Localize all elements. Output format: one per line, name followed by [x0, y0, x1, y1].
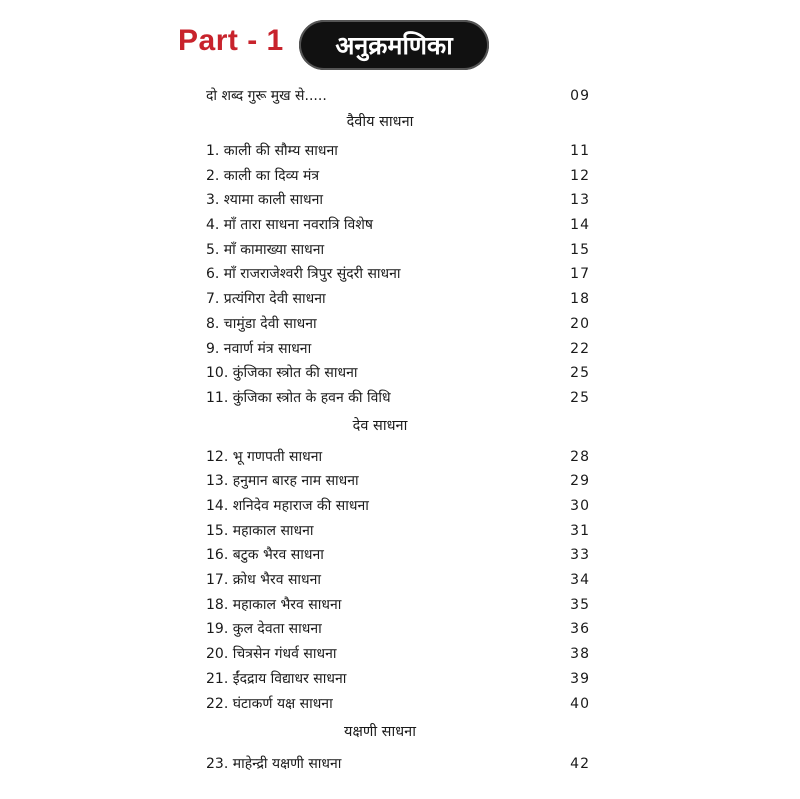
- toc-entry: [0, 287, 800, 311]
- toc-entry-title: 2. काली का दिव्य मंत्र: [206, 168, 320, 184]
- toc-entry-page-number: 42: [570, 756, 590, 772]
- toc-entry: [0, 593, 800, 617]
- toc-entry-page-number: 14: [570, 217, 590, 233]
- toc-entry-title: 19. कुल देवता साधना: [206, 621, 322, 637]
- toc-entry-title: 5. माँ कामाख्या साधना: [206, 242, 325, 258]
- toc-entry-page-number: 39: [570, 671, 590, 687]
- toc-entry-page-number: 38: [570, 646, 590, 662]
- section-heading-text: देव साधना: [352, 418, 408, 434]
- toc-entry-title: 6. माँ राजराजेश्वरी त्रिपुर सुंदरी साधना: [206, 266, 401, 282]
- toc-entry-title: 17. क्रोध भैरव साधना: [206, 572, 322, 588]
- toc-entry: [0, 139, 800, 163]
- toc-entry-title: 10. कुंजिका स्त्रोत की साधना: [206, 365, 358, 381]
- toc-entry: [0, 386, 800, 410]
- toc-entry-page-number: 20: [570, 316, 590, 332]
- toc-entry-page-number: 17: [570, 266, 590, 282]
- toc-entry-page-number: 35: [570, 597, 590, 613]
- toc-entry: [0, 617, 800, 641]
- toc-entry-title: 11. कुंजिका स्त्रोत के हवन की विधि: [206, 390, 391, 406]
- toc-entry-title: 14. शनिदेव महाराज की साधना: [206, 498, 369, 514]
- toc-entry: [0, 361, 800, 385]
- toc-entry-page-number: 33: [570, 547, 590, 563]
- toc-entry-page-number: 11: [570, 143, 590, 159]
- toc-entry-page-number: 25: [570, 390, 590, 406]
- page-title-text: अनुक्रमणिका: [335, 31, 453, 60]
- toc-entry: [0, 752, 800, 776]
- toc-entry: [0, 642, 800, 666]
- toc-entry: [0, 543, 800, 567]
- toc-entry-title: 21. ईंदद्राय विद्याधर साधना: [206, 671, 347, 687]
- toc-entry: [0, 84, 800, 108]
- toc-entry: [0, 213, 800, 237]
- toc-entry: [0, 188, 800, 212]
- toc-entry-page-number: 34: [570, 572, 590, 588]
- toc-entry-title: दो शब्द गुरू मुख से.....: [206, 88, 327, 104]
- toc-entry-page-number: 25: [570, 365, 590, 381]
- toc-entry-page-number: 31: [570, 523, 590, 539]
- toc-entry: [0, 164, 800, 188]
- toc-entry-page-number: 13: [570, 192, 590, 208]
- part-label: Part - 1: [178, 24, 284, 57]
- toc-entry: [0, 469, 800, 493]
- toc-entry-title: 13. हनुमान बारह नाम साधना: [206, 473, 359, 489]
- toc-entry: [0, 312, 800, 336]
- toc-entry: [0, 445, 800, 469]
- toc-entry: [0, 238, 800, 262]
- section-heading: [0, 110, 800, 134]
- toc-entry: [0, 262, 800, 286]
- toc-entry-page-number: 30: [570, 498, 590, 514]
- toc-entry-title: 7. प्रत्यंगिरा देवी साधना: [206, 291, 326, 307]
- toc-entry-page-number: 22: [570, 341, 590, 357]
- toc-entry-title: 8. चामुंडा देवी साधना: [206, 316, 317, 332]
- toc-entry-title: 18. महाकाल भैरव साधना: [206, 597, 342, 613]
- toc-entry-title: 16. बटुक भैरव साधना: [206, 547, 324, 563]
- toc-entry-title: 9. नवार्ण मंत्र साधना: [206, 341, 312, 357]
- toc-entry-page-number: 40: [570, 696, 590, 712]
- toc-entry-title: 1. काली की सौम्य साधना: [206, 143, 338, 159]
- toc-entry-page-number: 36: [570, 621, 590, 637]
- toc-entry-title: 23. माहेन्द्री यक्षणी साधना: [206, 756, 342, 772]
- toc-entry-page-number: 09: [570, 88, 590, 104]
- toc-entry: [0, 692, 800, 716]
- section-heading: [0, 720, 800, 744]
- toc-entry: [0, 667, 800, 691]
- toc-entry-title: 15. महाकाल साधना: [206, 523, 314, 539]
- toc-entry: [0, 519, 800, 543]
- toc-entry-title: 3. श्यामा काली साधना: [206, 192, 323, 208]
- toc-entry-title: 20. चित्रसेन गंधर्व साधना: [206, 646, 337, 662]
- toc-entry-page-number: 12: [570, 168, 590, 184]
- toc-entry-page-number: 18: [570, 291, 590, 307]
- section-heading: [0, 414, 800, 438]
- toc-entry-title: 4. माँ तारा साधना नवरात्रि विशेष: [206, 217, 373, 233]
- toc-entry: [0, 568, 800, 592]
- toc-entry-page-number: 29: [570, 473, 590, 489]
- toc-entry: [0, 494, 800, 518]
- toc-entry-title: 22. घंटाकर्ण यक्ष साधना: [206, 696, 333, 712]
- section-heading-text: दैवीय साधना: [346, 114, 414, 130]
- section-heading-text: यक्षणी साधना: [344, 724, 416, 740]
- toc-entry-page-number: 15: [570, 242, 590, 258]
- toc-entry-title: 12. भू गणपती साधना: [206, 449, 323, 465]
- toc-entry-page-number: 28: [570, 449, 590, 465]
- toc-entry: [0, 337, 800, 361]
